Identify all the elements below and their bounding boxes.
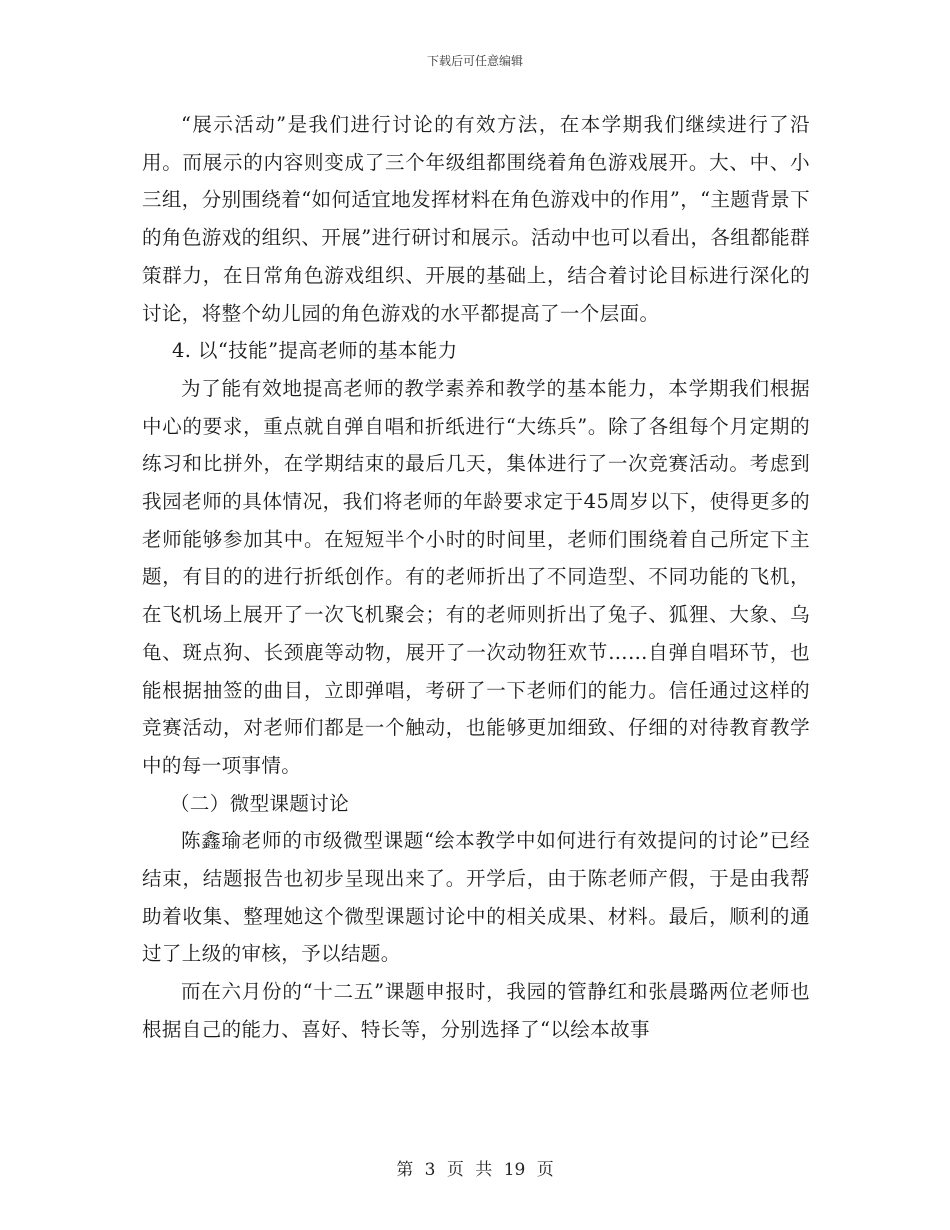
page-header: 下载后可任意编辑 (426, 54, 523, 68)
document-body (142, 106, 810, 1049)
section-heading-skills: 4. 以“技能”提高老师的基本能力 (172, 339, 458, 363)
paragraph-skills-competition: 为了能有效地提高老师的教学素养和教学的基本能力，本学期我们根据中心的要求，重点就自弹自唱和折纸进行“大练兵”。除了各组每个月定期的练习和比拼外，在学期结束的最后几天，集体进行了一次竞赛活动。考虑到我园老师的具体情况，我们将老师的年龄要求定于45周岁以下，使得更多的老师能够参加其中。在短短半个小时的时间里，老师们围绕着自己所定下主题，有目的的进行折纸创作。有的老师折出了不同造型、不同功能的飞机，在飞机场上展开了一次飞机聚会；有的老师则折出了兔子、狐狸、大象、乌龟、斑点狗、长颈鹿等动物，展开了一次动物狂欢节……自弹自唱环节，也能根据抽签的曲目，立即弹唱，考研了一下老师们的能力。信任通过这样的竞赛活动，对老师们都是一个触动，也能够更加细致、仔细的对待教育教学中的每一项事情。 (142, 376, 810, 777)
paragraph-project-application: 而在六月份的“十二五”课题申报时，我园的管静红和张晨璐两位老师也根据自己的能力、喜好、特长等，分别选择了“以绘本故事 (142, 980, 810, 1041)
page-footer: 第 3 页 共 19 页 (396, 1160, 554, 1180)
section-heading-micro-research: （二）微型课题讨论 (170, 791, 350, 815)
paragraph-micro-research: 陈鑫瑜老师的市级微型课题“绘本教学中如何进行有效提问的讨论”已经结束，结题报告也初步呈现出来了。开学后，由于陈老师产假，于是由我帮助着收集、整理她这个微型课题讨论中的相关成果、材料。最后，顺利的通过了上级的审核，予以结题。 (142, 829, 810, 966)
paragraph-display-activities: “展示活动”是我们进行讨论的有效方法，在本学期我们继续进行了沿用。而展示的内容则变成了三个年级组都围绕着角色游戏展开。大、中、小三组，分别围绕着“如何适宜地发挥材料在角色游戏中的作用”，“主题背景下的角色游戏的组织、开展”进行研讨和展示。活动中也可以看出，各组都能群策群力，在日常角色游戏组织、开展的基础上，结合着讨论目标进行深化的讨论，将整个幼儿园的角色游戏的水平都提高了一个层面。 (142, 113, 810, 325)
